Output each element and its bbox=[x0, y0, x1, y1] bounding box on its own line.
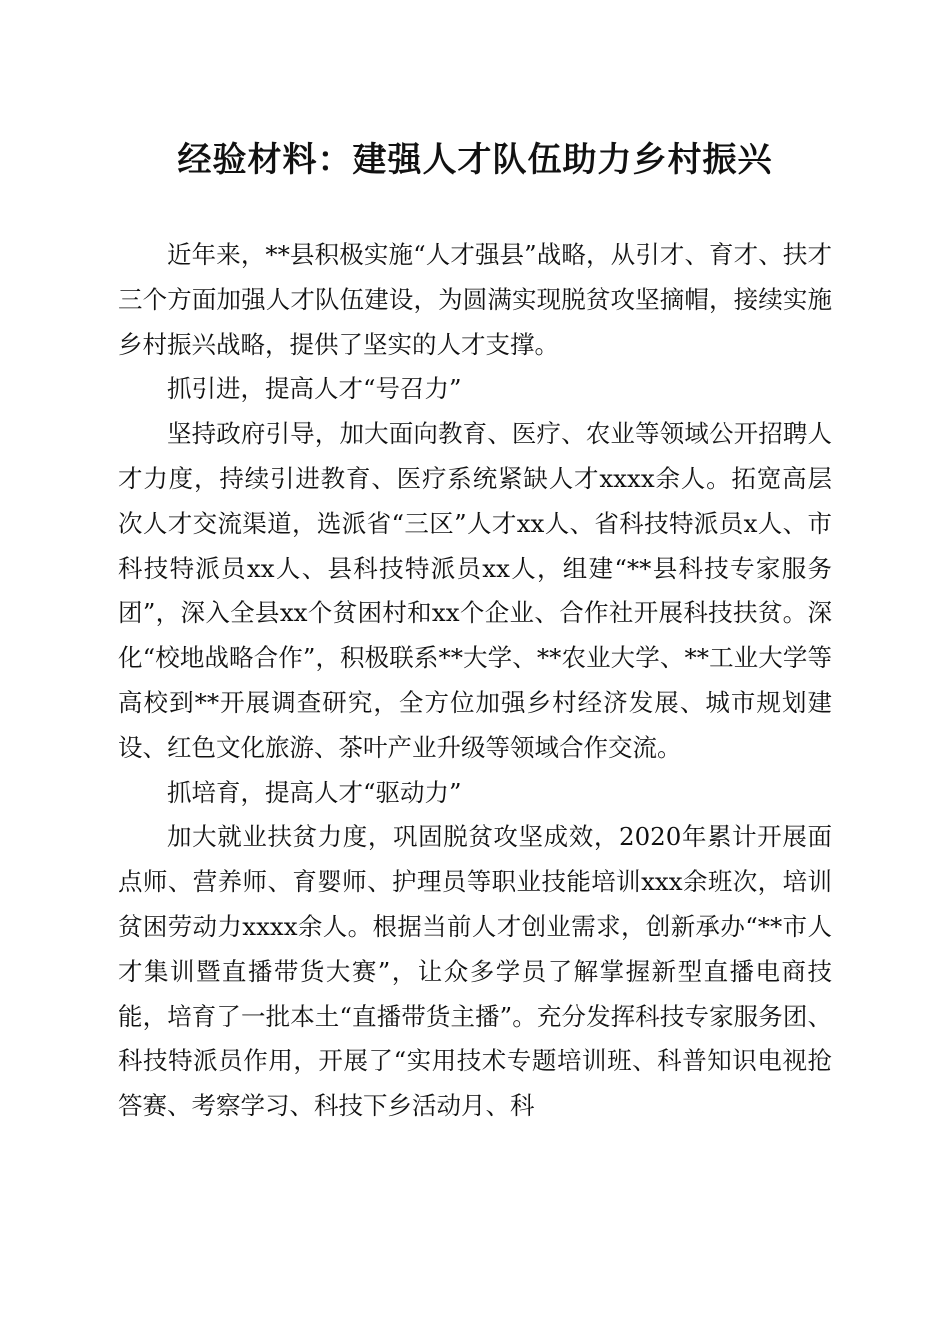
document-title: 经验材料：建强人才队伍助力乡村振兴 bbox=[177, 140, 773, 180]
intro-paragraph: 近年来，**县积极实施“人才强县”战略，从引才、育才、扶才三个方面加强人才队伍建设，为圆满实现脱贫攻坚摘帽，接续实施乡村振兴战略，提供了坚实的人才支撑。 bbox=[118, 240, 832, 359]
document-body bbox=[118, 233, 832, 1129]
section-heading-training: 抓培育，提高人才“驱动力” bbox=[167, 777, 462, 807]
training-paragraph: 加大就业扶贫力度，巩固脱贫攻坚成效，2020年累计开展面点师、营养师、育婴师、护理员等职业技能培训xxx余班次，培训贫困劳动力xxxx余人。根据当前人才创业需求，创新承办“**市人才集训暨直播带货大赛”，让众多学员了解掌握新型直播电商技能，培育了一批本土“直播带货主播”。充分发挥科技专家服务团、科技特派员作用，开展了“实用技术专题培训班、科普知识电视抢答赛、考察学习、科技下乡活动月、科 bbox=[118, 822, 832, 1121]
section-heading-recruitment: 抓引进，提高人才“号召力” bbox=[167, 374, 462, 404]
recruitment-paragraph: 坚持政府引导，加大面向教育、医疗、农业等领域公开招聘人才力度，持续引进教育、医疗系统紧缺人才xxxx余人。拓宽高层次人才交流渠道，选派省“三区”人才xx人、省科技特派员x人、市科技特派员xx人、县科技特派员xx人，组建“**县科技专家服务团”，深入全县xx个贫困村和xx个企业、合作社开展科技扶贫。深化“校地战略合作”，积极联系**大学、**农业大学、**工业大学等高校到**开展调查研究，全方位加强乡村经济发展、城市规划建设、红色文化旅游、茶叶产业升级等领域合作交流。 bbox=[118, 419, 832, 762]
